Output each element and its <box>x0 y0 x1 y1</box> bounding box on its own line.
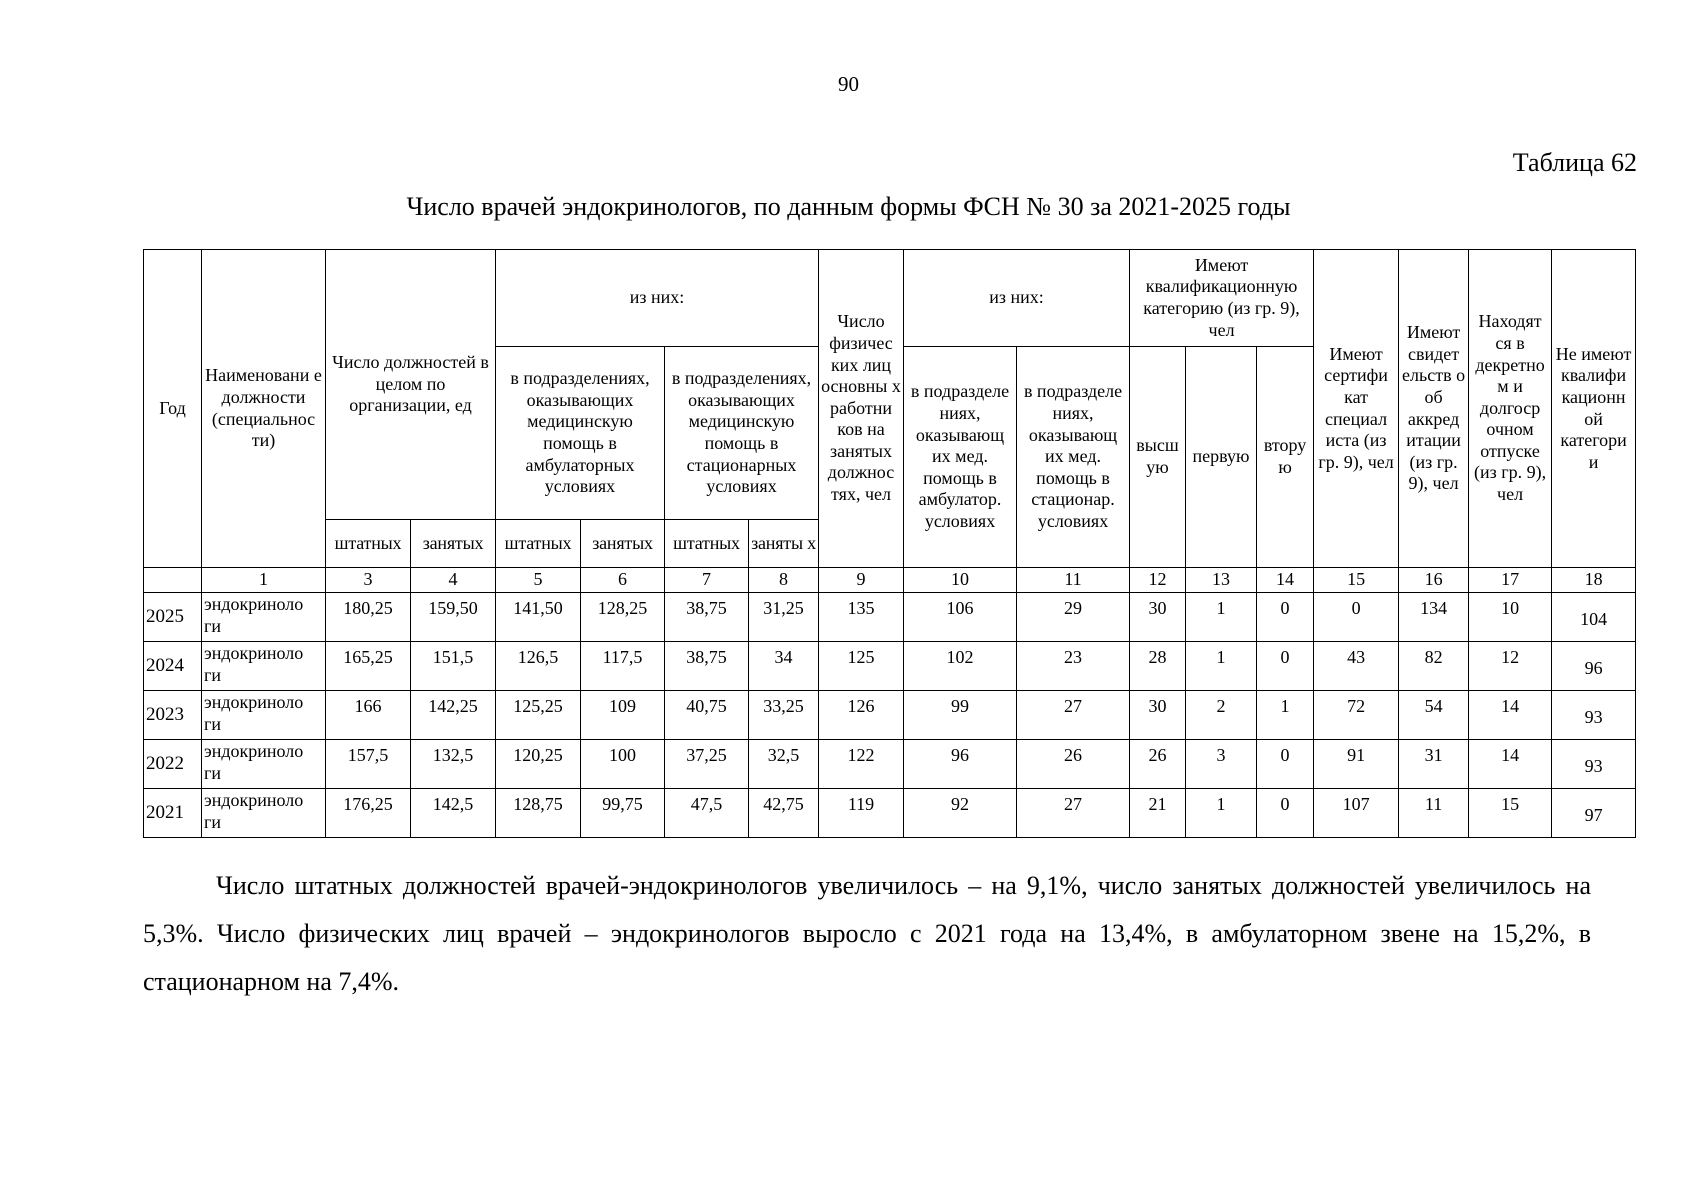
value-cell: 142,5 <box>411 789 496 838</box>
column-number: 13 <box>1186 568 1257 593</box>
value-cell: 180,25 <box>326 593 411 642</box>
value-cell: 96 <box>1552 642 1636 691</box>
table-row <box>144 593 1636 642</box>
column-number: 12 <box>1130 568 1186 593</box>
value-cell: 33,25 <box>749 691 819 740</box>
header-in-inpatient: в подразделе ниях, оказывающ их мед. помощь в стационар. условиях <box>1017 347 1130 568</box>
value-cell: 54 <box>1399 691 1469 740</box>
value-cell: 34 <box>749 642 819 691</box>
value-cell: 31 <box>1399 740 1469 789</box>
value-cell: 47,5 <box>665 789 749 838</box>
header-second: втору ю <box>1257 347 1314 568</box>
value-cell: 32,5 <box>749 740 819 789</box>
header-of-them-1: из них: <box>496 250 819 347</box>
value-cell: 117,5 <box>581 642 665 691</box>
value-cell: 26 <box>1017 740 1130 789</box>
value-cell: 104 <box>1552 593 1636 642</box>
value-cell: 132,5 <box>411 740 496 789</box>
value-cell: 159,50 <box>411 593 496 642</box>
header-occupied-total: занятых <box>411 520 496 568</box>
table-row <box>144 642 1636 691</box>
value-cell: 151,5 <box>411 642 496 691</box>
column-number: 14 <box>1257 568 1314 593</box>
position-name-cell: эндокриноло ги <box>202 691 326 740</box>
value-cell: 99 <box>904 691 1017 740</box>
value-cell: 125,25 <box>496 691 581 740</box>
value-cell: 99,75 <box>581 789 665 838</box>
value-cell: 1 <box>1186 593 1257 642</box>
value-cell: 134 <box>1399 593 1469 642</box>
value-cell: 10 <box>1469 593 1552 642</box>
year-cell: 2021 <box>144 789 202 838</box>
header-inpatient: в подразделениях, оказывающих медицинскую помощь в стационарных условиях <box>665 347 819 520</box>
value-cell: 14 <box>1469 740 1552 789</box>
value-cell: 26 <box>1130 740 1186 789</box>
value-cell: 92 <box>904 789 1017 838</box>
column-number: 10 <box>904 568 1017 593</box>
value-cell: 0 <box>1257 740 1314 789</box>
value-cell: 141,50 <box>496 593 581 642</box>
position-name-cell: эндокриноло ги <box>202 593 326 642</box>
value-cell: 72 <box>1314 691 1399 740</box>
header-staff-inpatient: штатных <box>665 520 749 568</box>
header-outpatient: в подразделениях, оказывающих медицинскую помощь в амбулаторных условиях <box>496 347 665 520</box>
position-name-cell: эндокриноло ги <box>202 642 326 691</box>
header-staff-outpatient: штатных <box>496 520 581 568</box>
value-cell: 14 <box>1469 691 1552 740</box>
value-cell: 176,25 <box>326 789 411 838</box>
value-cell: 21 <box>1130 789 1186 838</box>
value-cell: 28 <box>1130 642 1186 691</box>
body-paragraph: Число штатных должностей врачей-эндокринологов увеличилось – на 9,1%, число занятых должностей увеличилось на 5,3%. Число физических лиц врачей – эндокринологов выросло с 2021 года на 13,4%, в амбулаторном звене на 15,2%, в стационарном на 7,4%. <box>143 871 1591 996</box>
header-position-name: Наименовани е должности (специальнос ти) <box>202 250 326 568</box>
column-number: 3 <box>326 568 411 593</box>
header-qualification: Имеют квалификационную категорию (из гр. 9), чел <box>1130 250 1314 347</box>
column-number: 16 <box>1399 568 1469 593</box>
column-number: 15 <box>1314 568 1399 593</box>
value-cell: 91 <box>1314 740 1399 789</box>
header-year: Год <box>144 250 202 568</box>
value-cell: 30 <box>1130 593 1186 642</box>
year-cell: 2024 <box>144 642 202 691</box>
value-cell: 1 <box>1257 691 1314 740</box>
header-of-them-2: из них: <box>904 250 1130 347</box>
value-cell: 0 <box>1257 642 1314 691</box>
table-row <box>144 789 1636 838</box>
value-cell: 157,5 <box>326 740 411 789</box>
table-row <box>144 691 1636 740</box>
value-cell: 27 <box>1017 691 1130 740</box>
value-cell: 126,5 <box>496 642 581 691</box>
value-cell: 1 <box>1186 642 1257 691</box>
header-no-qualification: Не имеют квалифи кационн ой категори и <box>1552 250 1636 568</box>
value-cell: 0 <box>1257 593 1314 642</box>
column-number: 8 <box>749 568 819 593</box>
data-body <box>144 593 1636 838</box>
header-total-positions: Число должностей в целом по организации, ед <box>326 250 496 520</box>
value-cell: 0 <box>1314 593 1399 642</box>
header-highest: высш ую <box>1130 347 1186 568</box>
value-cell: 38,75 <box>665 593 749 642</box>
header-maternity: Находят ся в декретно м и долгоср очном отпуске (из гр. 9), чел <box>1469 250 1552 568</box>
header-accreditation: Имеют свидет ельств о об аккред итации (из гр. 9), чел <box>1399 250 1469 568</box>
value-cell: 3 <box>1186 740 1257 789</box>
column-number: 6 <box>581 568 665 593</box>
value-cell: 142,25 <box>411 691 496 740</box>
value-cell: 30 <box>1130 691 1186 740</box>
header-certificate: Имеют сертифи кат специал иста (из гр. 9), чел <box>1314 250 1399 568</box>
value-cell: 1 <box>1186 789 1257 838</box>
column-number-empty <box>144 568 202 593</box>
column-number: 4 <box>411 568 496 593</box>
header-physical-persons: Число физичес ких лиц основны х работни ков на занятых должнос тях, чел <box>819 250 904 568</box>
header-staff-total: штатных <box>326 520 411 568</box>
value-cell: 119 <box>819 789 904 838</box>
value-cell: 102 <box>904 642 1017 691</box>
value-cell: 42,75 <box>749 789 819 838</box>
header-in-outpatient: в подразделе ниях, оказывающ их мед. помощь в амбулатор. условиях <box>904 347 1017 568</box>
column-number: 7 <box>665 568 749 593</box>
year-cell: 2023 <box>144 691 202 740</box>
value-cell: 0 <box>1257 789 1314 838</box>
table-title: Число врачей эндокринологов, по данным формы ФСН № 30 за 2021-2025 годы <box>406 192 1291 221</box>
column-number: 1 <box>202 568 326 593</box>
column-number: 5 <box>496 568 581 593</box>
header-occupied-outpatient: занятых <box>581 520 665 568</box>
table-label: Таблица 62 <box>1512 148 1637 177</box>
column-number-row <box>144 568 1636 593</box>
column-number: 9 <box>819 568 904 593</box>
value-cell: 2 <box>1186 691 1257 740</box>
value-cell: 15 <box>1469 789 1552 838</box>
value-cell: 40,75 <box>665 691 749 740</box>
position-name-cell: эндокриноло ги <box>202 740 326 789</box>
value-cell: 128,25 <box>581 593 665 642</box>
value-cell: 23 <box>1017 642 1130 691</box>
table-row <box>144 740 1636 789</box>
value-cell: 122 <box>819 740 904 789</box>
page-number: 90 <box>838 72 859 96</box>
value-cell: 12 <box>1469 642 1552 691</box>
value-cell: 126 <box>819 691 904 740</box>
value-cell: 43 <box>1314 642 1399 691</box>
value-cell: 135 <box>819 593 904 642</box>
value-cell: 82 <box>1399 642 1469 691</box>
data-table <box>143 249 1636 838</box>
year-cell: 2025 <box>144 593 202 642</box>
value-cell: 125 <box>819 642 904 691</box>
value-cell: 128,75 <box>496 789 581 838</box>
value-cell: 29 <box>1017 593 1130 642</box>
year-cell: 2022 <box>144 740 202 789</box>
value-cell: 38,75 <box>665 642 749 691</box>
header-first: первую <box>1186 347 1257 568</box>
value-cell: 97 <box>1552 789 1636 838</box>
header-occupied-inpatient: заняты х <box>749 520 819 568</box>
header-row-1 <box>144 250 1636 347</box>
column-number: 11 <box>1017 568 1130 593</box>
value-cell: 107 <box>1314 789 1399 838</box>
value-cell: 27 <box>1017 789 1130 838</box>
value-cell: 37,25 <box>665 740 749 789</box>
value-cell: 166 <box>326 691 411 740</box>
value-cell: 165,25 <box>326 642 411 691</box>
column-number: 17 <box>1469 568 1552 593</box>
value-cell: 31,25 <box>749 593 819 642</box>
column-number: 18 <box>1552 568 1636 593</box>
value-cell: 93 <box>1552 740 1636 789</box>
value-cell: 93 <box>1552 691 1636 740</box>
value-cell: 100 <box>581 740 665 789</box>
value-cell: 109 <box>581 691 665 740</box>
value-cell: 96 <box>904 740 1017 789</box>
value-cell: 106 <box>904 593 1017 642</box>
value-cell: 120,25 <box>496 740 581 789</box>
position-name-cell: эндокриноло ги <box>202 789 326 838</box>
value-cell: 11 <box>1399 789 1469 838</box>
